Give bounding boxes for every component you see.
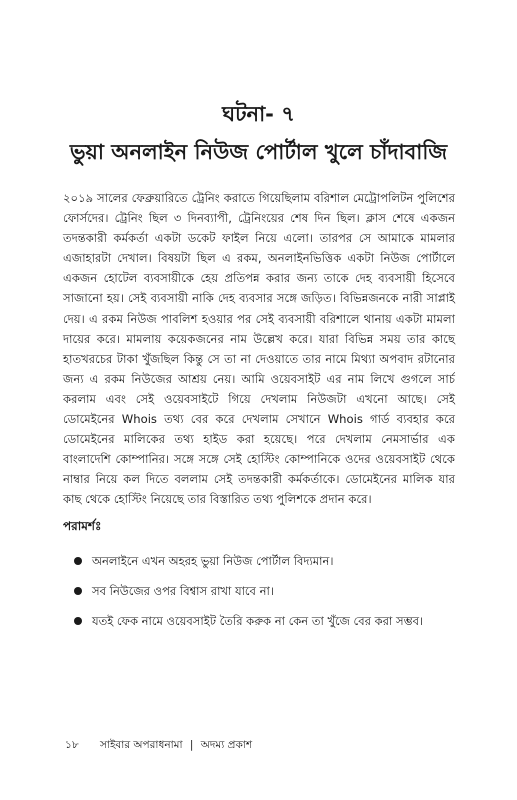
bullet-icon	[74, 557, 82, 565]
advice-item-text: সব নিউজের ওপর বিশ্বাস রাখা যাবে না।	[92, 584, 274, 598]
list-item	[74, 583, 454, 613]
publisher-name: অদম্য প্রকাশ	[200, 739, 253, 751]
body-paragraph: ২০১৯ সালের ফেব্রুয়ারিতে ট্রেনিং করাতে গিয়েছিলাম বরিশাল মেট্রোপলিটন পুলিশের ফোর্সদের। ট্রেনিং ছিল ৩ দিনব্যাপী, ট্রেনিংয়ের শেষ দিন ছিল। ক্লাস শেষে একজন তদন্তকারী কর্মকর্তা একটা ডকেট ফাইল নিয়ে এলো। তারপর সে আমাকে মামলার এজাহারটা দেখাল। বিষয়টা ছিল এ রকম, অনলাইনভিত্তিক একটা নিউজ পোর্টালে একজন হোটেল ব্যবসায়ীকে হেয় প্রতিপন্ন করার জন্য তাকে দেহ ব্যবসায়ী হিসেবে সাজানো হয়। সেই ব্যবসায়ী নাকি দেহ ব্যবসার সঙ্গে জড়িত। বিভিন্নজনকে নারী সাপ্লাই দেয়। এ রকম নিউজ পাবলিশ হওয়ার পর সেই ব্যবসায়ী বরিশালে থানায় একটা মামলা দায়ের করে। মামলায় কয়েকজনের নাম উল্লেখ করে। যারা বিভিন্ন সময় তার কাছে হাতখরচের টাকা খুঁজছিল কিন্তু সে তা না দেওয়াতে তার নামে মিথ্যা অপবাদ রটানোর জন্য এ রকম নিউজের আশ্রয় নেয়। আমি ওয়েবসাইট এর নাম লিখে গুগলে সার্চ করলাম এবং সেই ওয়েবসাইটে গিয়ে দেখলাম নিউজটা এখনো আছে। সেই ডোমেইনের Whois তথ্য বের করে দেখলাম সেখানে Whois গার্ড ব্যবহার করে ডোমেইনের মালিকের তথ্য হাইড করা হয়েছে। পরে দেখলাম নেমসার্ভার এক বাংলাদেশি কোম্পানির। সঙ্গে সঙ্গে সেই হোস্টিং কোম্পানিকে ওদের ওয়েবসাইট থেকে নাম্বার নিয়ে কল দিতে বললাম সেই তদন্তকারী কর্মকর্তাকে। ডোমেইনের মালিক যার কাছ থেকে হোস্টিং নিয়েছে তার বিস্তারিত তথ্য পুলিশকে প্রদান করে।	[63, 191, 455, 507]
bullet-icon	[74, 617, 82, 625]
advice-item-text: অনলাইনে এখন অহরহ ভুয়া নিউজ পোর্টাল বিদ্যমান।	[92, 554, 334, 568]
list-item	[74, 553, 454, 583]
chapter-title: ভুয়া অনলাইন নিউজ পোর্টাল খুলে চাঁদাবাজি	[69, 140, 448, 164]
book-title: সাইবার অপরাধনামা	[99, 739, 183, 751]
page-footer	[65, 738, 270, 755]
bullet-icon	[74, 587, 82, 595]
advice-heading: পরামর্শঃ	[63, 519, 102, 533]
footer-separator: |	[189, 739, 194, 751]
advice-list	[74, 553, 454, 643]
advice-item-text: যতই ফেক নামে ওয়েবসাইট তৈরি করুক না কেন তা খুঁজে বের করা সম্ভব।	[92, 614, 424, 628]
list-item	[74, 613, 454, 643]
chapter-label: ঘটনা- ৭	[222, 102, 295, 126]
page-number: ১৮	[65, 739, 79, 751]
